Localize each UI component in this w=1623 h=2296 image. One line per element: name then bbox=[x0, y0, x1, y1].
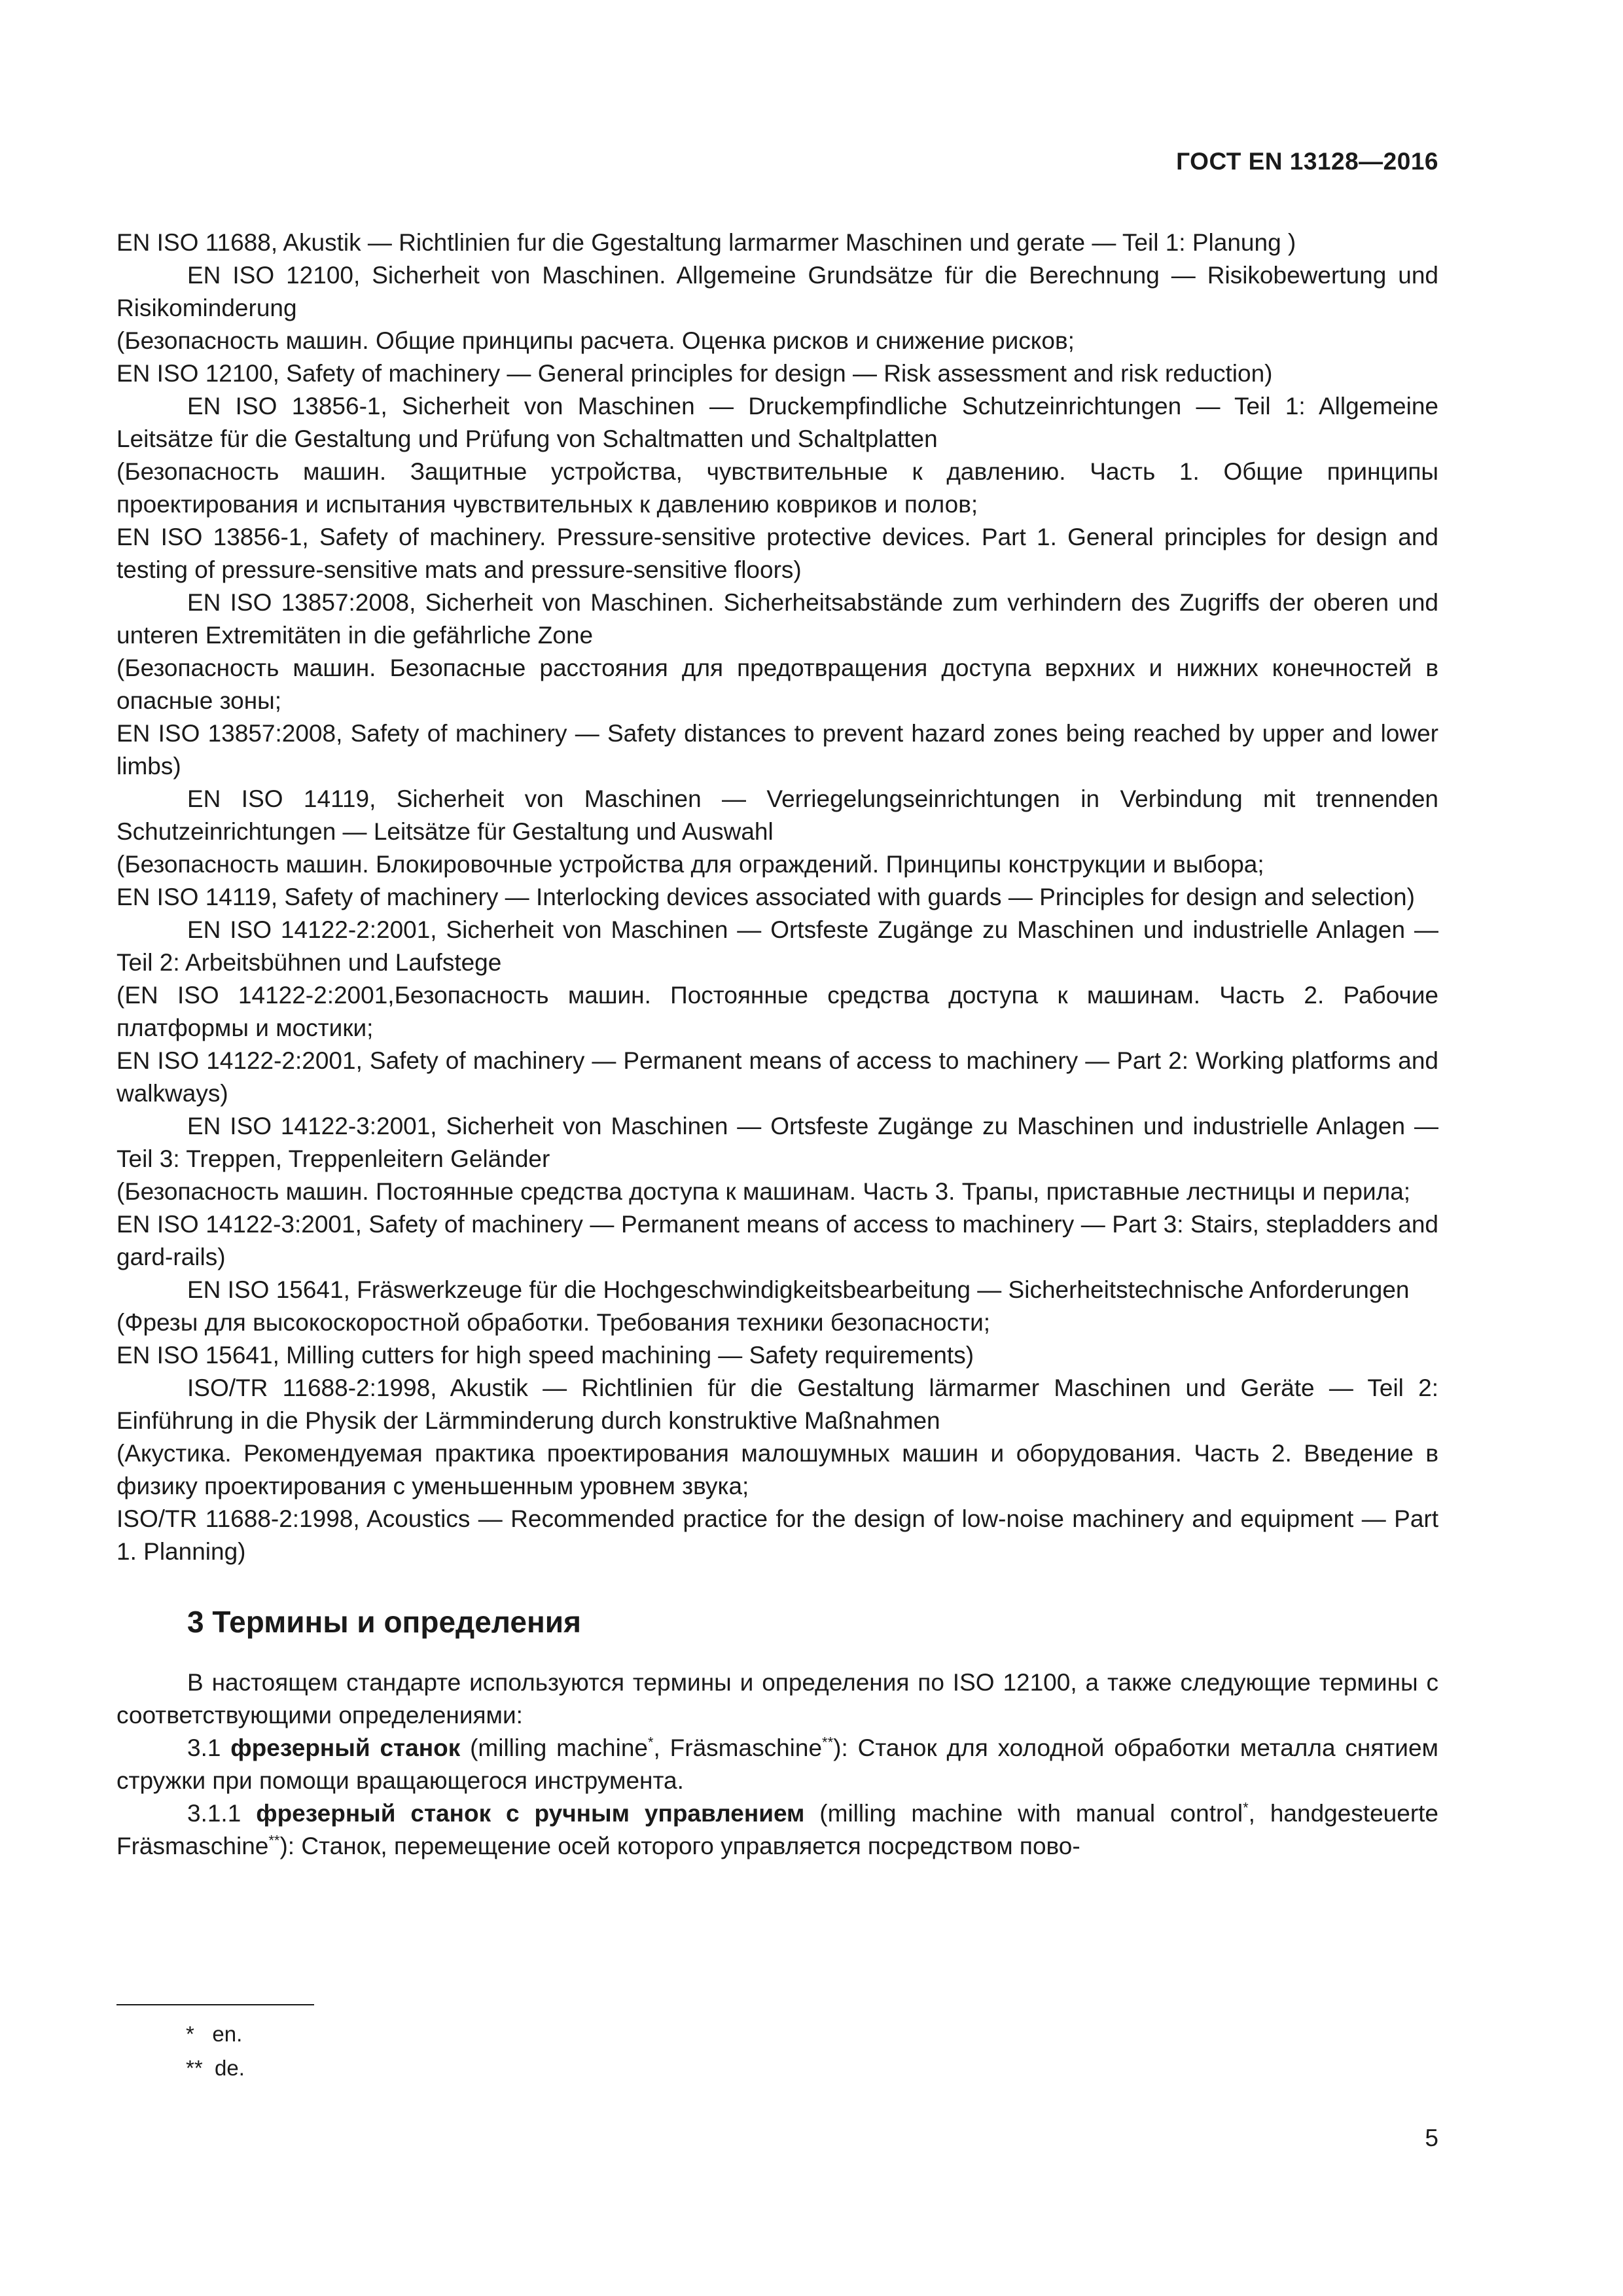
section-intro: В настоящем стандарте используются термины и определения по ISO 12100, а также следующие термины с соответствующими определениями: bbox=[116, 1669, 1438, 1729]
reference-item: EN ISO 13856-1, Sicherheit von Maschinen — Druckempfindliche Schutzeinrichtungen — Teil 1: Allgemeine Leitsätze für die Gestaltung und Prüfung von Schaltmatten und Schaltplatten bbox=[116, 393, 1438, 452]
reference-item: EN ISO 14122-3:2001, Safety of machinery — Permanent means of access to machinery — Part 3: Stairs, stepladders and gard-rails) bbox=[116, 1211, 1438, 1270]
term-german: , Fräsmaschine bbox=[653, 1734, 823, 1761]
footnote-ref: ** bbox=[822, 1734, 834, 1751]
footnote bbox=[186, 2051, 245, 2085]
reference-item: EN ISO 12100, Sicherheit von Maschinen. Allgemeine Grundsätze für die Berechnung — Risikobewertung und Risikominderung bbox=[116, 262, 1438, 321]
reference-item: (Безопасность машин. Защитные устройства, чувствительные к давлению. Часть 1. Общие принципы проектирования и испытания чувствительных к давлению ковриков и полов; bbox=[116, 458, 1438, 518]
reference-item: EN ISO 12100, Safety of machinery — General principles for design — Risk assessment and risk reduction) bbox=[116, 360, 1273, 387]
footnotes bbox=[186, 2017, 245, 2085]
footnote-separator bbox=[116, 2004, 314, 2005]
reference-item: EN ISO 15641, Milling cutters for high speed machining — Safety requirements) bbox=[116, 1342, 974, 1369]
reference-item: EN ISO 11688, Akustik — Richtlinien fur die Ggestaltung larmarmer Maschinen und gerate — Teil 1: Planung ) bbox=[116, 229, 1296, 256]
page-number: 5 bbox=[1425, 2125, 1438, 2151]
footnote-ref: * bbox=[647, 1734, 654, 1751]
reference-item: (Акустика. Рекомендуемая практика проектирования малошумных машин и оборудования. Часть 2. Введение в физику проектирования с уменьшенным уровнем звука; bbox=[116, 1440, 1438, 1499]
document-header: ГОСТ EN 13128—2016 bbox=[1176, 148, 1438, 175]
reference-item: EN ISO 13857:2008, Sicherheit von Maschinen. Sicherheitsabstände zum verhindern des Zugriffs der oberen und unteren Extremitäten in die gefährliche Zone bbox=[116, 589, 1438, 649]
reference-item: EN ISO 13856-1, Safety of machinery. Pressure-sensitive protective devices. Part 1. General principles for design and testing of pressure-sensitive mats and pressure-sensitive floors) bbox=[116, 524, 1438, 583]
reference-item: EN ISO 13857:2008, Safety of machinery — Safety distances to prevent hazard zones being reached by upper and lower limbs) bbox=[116, 720, 1438, 780]
reference-item: ISO/TR 11688-2:1998, Acoustics — Recommended practice for the design of low-noise machinery and equipment — Part 1. Planning) bbox=[116, 1505, 1438, 1565]
footnote-ref: ** bbox=[268, 1832, 280, 1849]
reference-item: (Безопасность машин. Блокировочные устройства для ограждений. Принципы конструкции и выбора; bbox=[116, 851, 1264, 878]
section-title: 3 Термины и определения bbox=[187, 1605, 581, 1639]
term-german: , handgesteuerte Fräsmaschine bbox=[116, 1800, 1438, 1859]
term-name: фрезерный станок с ручным управлением bbox=[256, 1800, 805, 1827]
reference-item: EN ISO 14119, Sicherheit von Maschinen — Verriegelungseinrichtungen in Verbindung mit trennenden Schutzeinrichtungen — Leitsätze für Gestaltung und Auswahl bbox=[116, 785, 1438, 845]
term-name: фрезерный станок bbox=[230, 1734, 461, 1761]
footnote-text: en. bbox=[212, 2022, 243, 2046]
term-description: ): Станок, перемещение осей которого управляется посредством пово- bbox=[279, 1833, 1080, 1859]
footnote bbox=[186, 2017, 245, 2051]
reference-item: EN ISO 14122-2:2001, Safety of machinery — Permanent means of access to machinery — Part 2: Working platforms and walkways) bbox=[116, 1047, 1438, 1107]
term-definition bbox=[116, 1732, 1438, 1797]
reference-item: (Фрезы для высокоскоростной обработки. Требования техники безопасности; bbox=[116, 1309, 991, 1336]
reference-item: EN ISO 14119, Safety of machinery — Interlocking devices associated with guards — Principles for design and selection) bbox=[116, 884, 1415, 910]
term-number: 3.1 bbox=[187, 1734, 221, 1761]
reference-item: (Безопасность машин. Общие принципы расчета. Оценка рисков и снижение рисков; bbox=[116, 327, 1075, 354]
reference-item: (Безопасность машин. Безопасные расстояния для предотвращения доступа верхних и нижних конечностей в опасные зоны; bbox=[116, 655, 1438, 714]
footnote-mark: * bbox=[186, 2022, 194, 2046]
document-body bbox=[116, 226, 1438, 1863]
footnote-ref: * bbox=[1243, 1799, 1249, 1816]
reference-item: ISO/TR 11688-2:1998, Akustik — Richtlinien für die Gestaltung lärmarmer Maschinen und Geräte — Teil 2: Einführung in die Physik der Lärmminderung durch konstruktive Maßnahmen bbox=[116, 1374, 1438, 1434]
reference-item: (EN ISO 14122-2:2001,Безопасность машин. Постоянные средства доступа к машинам. Часть 2. Рабочие платформы и мостики; bbox=[116, 982, 1438, 1041]
reference-item: (Безопасность машин. Постоянные средства доступа к машинам. Часть 3. Трапы, приставные лестницы и перила; bbox=[116, 1178, 1411, 1205]
term-description: ): Станок для холодной обработки металла снятием стружки при помощи вращающегося инструмента. bbox=[116, 1734, 1438, 1794]
footnote-text: de. bbox=[215, 2056, 245, 2080]
term-english: (milling machine bbox=[470, 1734, 648, 1761]
reference-item: EN ISO 14122-2:2001, Sicherheit von Maschinen — Ortsfeste Zugänge zu Maschinen und industrielle Anlagen — Teil 2: Arbeitsbühnen und Laufstege bbox=[116, 916, 1438, 976]
reference-list bbox=[116, 226, 1438, 1568]
reference-item: EN ISO 14122-3:2001, Sicherheit von Maschinen — Ortsfeste Zugänge zu Maschinen und industrielle Anlagen — Teil 3: Treppen, Treppenleitern Geländer bbox=[116, 1113, 1438, 1172]
term-english: (milling machine with manual control bbox=[819, 1800, 1243, 1827]
term-number: 3.1.1 bbox=[187, 1800, 241, 1827]
reference-item: EN ISO 15641, Fräswerkzeuge für die Hochgeschwindigkeitsbearbeitung — Sicherheitstechnische Anforderungen bbox=[187, 1276, 1410, 1303]
footnote-mark: ** bbox=[186, 2056, 203, 2080]
term-definition bbox=[116, 1797, 1438, 1863]
